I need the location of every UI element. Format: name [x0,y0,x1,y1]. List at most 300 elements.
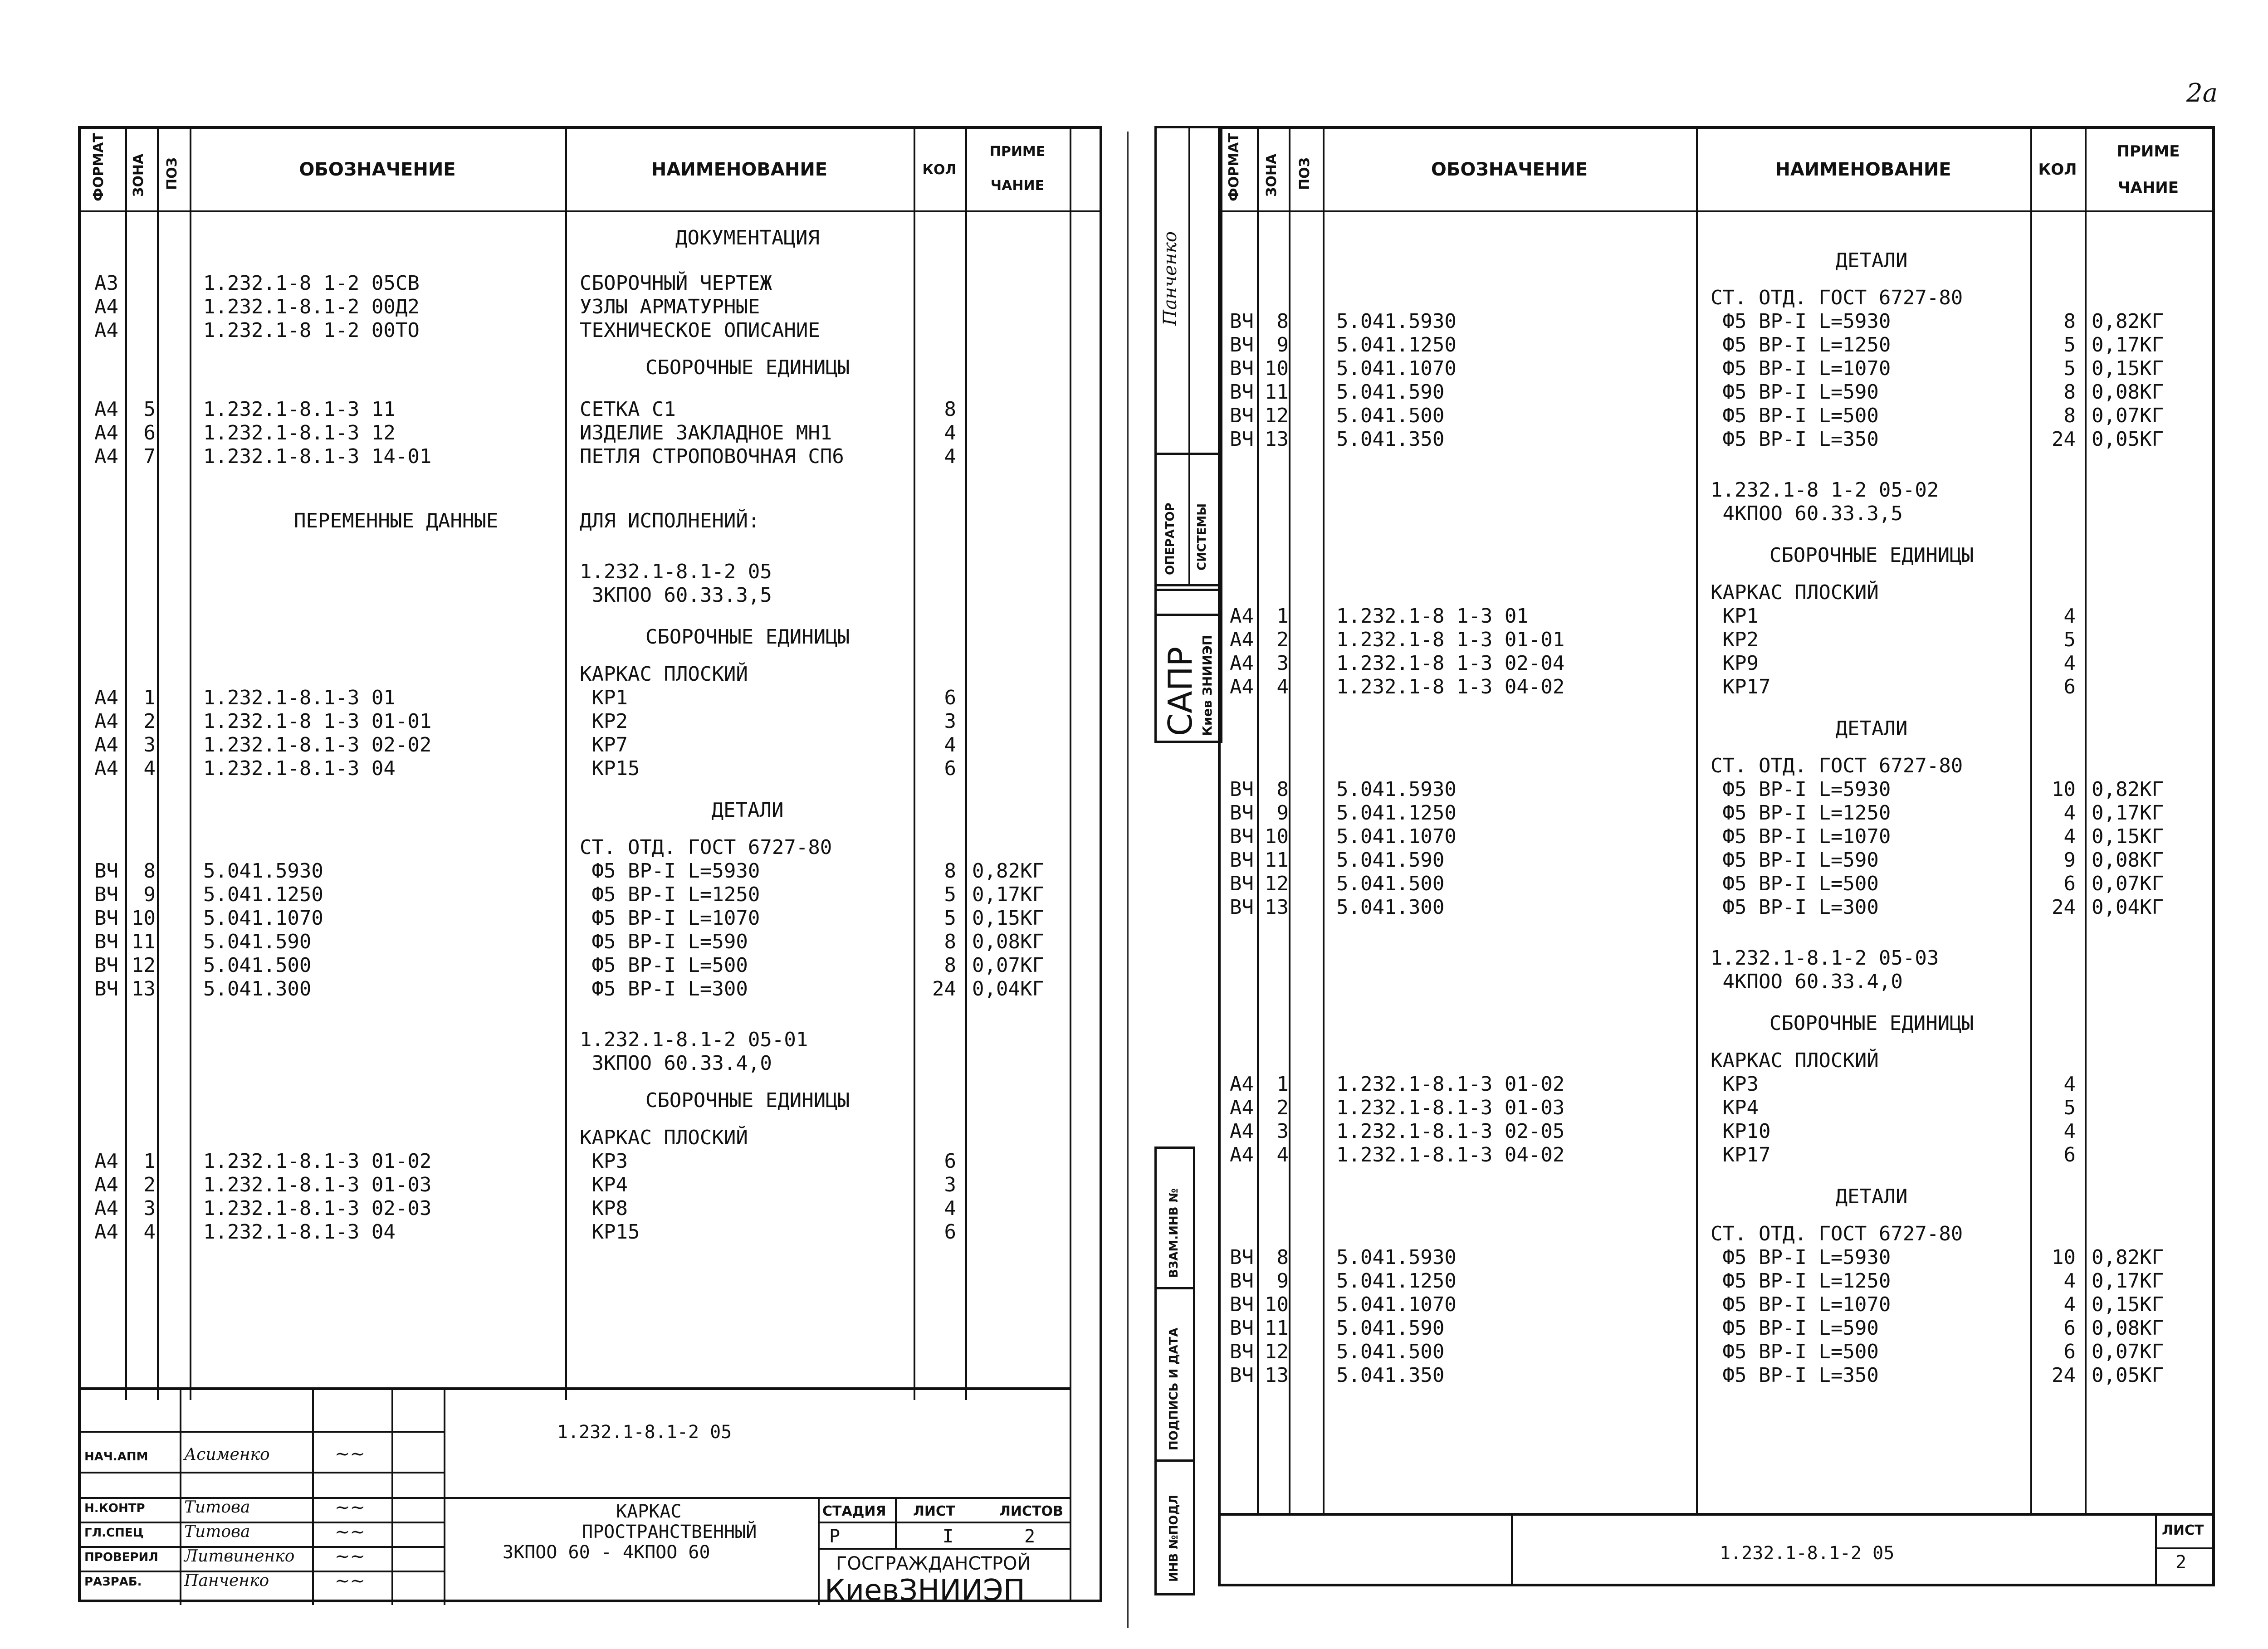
row-designation: 1.232.1-8.1-3 02-05 [1336,1120,1565,1143]
row-format: ВЧ [1230,404,1254,427]
row-qty: 6 [944,757,956,780]
spec-row [81,226,1100,250]
row-designation: ПЕРЕМЕННЫЕ ДАННЫЕ [294,509,499,532]
row-note: 0,82КГ [2092,310,2164,333]
row-name: ДЕТАЛИ [1835,249,1908,272]
spec-row [81,733,1100,757]
spec-row [81,295,1100,319]
row-name: Ф5 ВР-I L=590 [580,930,748,953]
row-designation: 5.041.590 [1336,1317,1445,1340]
row-name: 3КПОО 60.33.3,5 [580,584,772,607]
row-name: Ф5 ВР-I L=1070 [580,907,760,930]
right-doc-code: 1.232.1-8.1-2 05 [1720,1543,1895,1564]
spec-row [1221,946,2212,970]
spec-row [81,625,1100,649]
header-name: НАИМЕНОВАНИЕ [651,159,828,180]
signature-mark: ~~ [335,1522,366,1542]
operator-signature: Панченко [1160,231,1181,326]
row-pos: 3 [143,733,156,756]
spec-row [81,1173,1100,1197]
right-sheet-label: ЛИСТ [2162,1522,2204,1538]
spec-row [1221,1120,2212,1143]
row-qty: 4 [2063,652,2076,675]
row-designation: 1.232.1-8 1-2 05СВ [203,272,420,295]
row-designation: 5.041.1250 [203,883,323,906]
row-name: Ф5 ВР-I L=5930 [1711,1246,1891,1269]
header-designation: ОБОЗНАЧЕНИЕ [299,159,456,180]
row-pos: 8 [143,859,156,883]
row-designation: 1.232.1-8.1-2 00Д2 [203,295,420,318]
row-designation: 1.232.1-8.1-3 12 [203,421,396,444]
row-designation: 1.232.1-8 1-2 00ТО [203,319,420,342]
left-doc-code: 1.232.1-8.1-2 05 [557,1422,732,1443]
spec-row [1221,849,2212,872]
spec-row [81,1028,1100,1052]
row-pos: 12 [1265,1340,1289,1363]
row-name: Ф5 ВР-I L=1070 [1711,1293,1891,1316]
row-pos: 12 [1265,872,1289,895]
row-format: ВЧ [1230,896,1254,919]
row-name: 4КПОО 60.33.3,5 [1711,502,1903,525]
row-designation: 5.041.500 [1336,1340,1445,1363]
row-designation: 1.232.1-8.1-3 01-02 [203,1150,432,1173]
r-header-designation: ОБОЗНАЧЕНИЕ [1431,159,1588,180]
spec-row [1221,1246,2212,1269]
row-pos: 4 [1276,675,1289,698]
row-qty: 5 [2063,628,2076,651]
row-pos: 5 [143,398,156,421]
row-note: 0,07КГ [972,954,1044,977]
row-name: Ф5 ВР-I L=300 [1711,896,1879,919]
row-name: СБОРОЧНЫЙ ЧЕРТЕЖ [580,272,772,295]
row-format: ВЧ [1230,310,1254,333]
row-qty: 5 [944,907,956,930]
row-note: 0,05КГ [2092,428,2164,451]
signature-role: РАЗРАБ. [84,1575,142,1589]
row-qty: 3 [944,710,956,733]
row-qty: 6 [944,1220,956,1244]
row-pos: 1 [143,1150,156,1173]
row-designation: 1.232.1-8 1-3 01-01 [1336,628,1565,651]
row-format: А4 [1230,628,1254,651]
row-name: КР7 [580,733,628,756]
row-qty: 6 [944,1150,956,1173]
row-format: ВЧ [1230,357,1254,380]
row-pos: 1 [1276,1073,1289,1096]
spec-row [1221,1269,2212,1293]
row-designation: 1.232.1-8.1-3 01 [203,686,396,709]
signature-role: ГЛ.СПЕЦ [84,1526,144,1540]
row-name: КР15 [580,757,640,780]
row-pos: 11 [1265,381,1289,404]
signature-mark: ~~ [335,1571,366,1591]
r-header-note-1: ПРИМЕ [2116,142,2180,161]
signature-role: ПРОВЕРИЛ [84,1551,158,1564]
row-pos: 9 [1276,333,1289,356]
row-name: Ф5 ВР-I L=300 [580,977,748,1000]
row-pos: 8 [1276,778,1289,801]
spec-row [1221,381,2212,404]
row-name: СТ. ОТД. ГОСТ 6727-80 [1711,286,1963,309]
spec-row [1221,652,2212,675]
row-note: 0,17КГ [2092,1269,2164,1293]
spec-row [1221,872,2212,896]
row-designation: 1.232.1-8.1-3 04-02 [1336,1143,1565,1166]
header-pos: ПОЗ [164,157,180,190]
row-note: 0,07КГ [2092,872,2164,895]
row-name: СБОРОЧНЫЕ ЕДИНИЦЫ [645,356,850,379]
row-name: ПЕТЛЯ СТРОПОВОЧНАЯ СП6 [580,445,844,468]
row-name: КР1 [580,686,628,709]
right-specification-sheet [1218,126,2215,1586]
spec-row [81,907,1100,930]
spec-row [81,663,1100,686]
row-qty: 4 [944,421,956,444]
right-title-block [1221,1513,2212,1584]
spec-row [81,799,1100,822]
spec-row [81,1197,1100,1220]
row-name: КАРКАС ПЛОСКИЙ [1711,1049,1879,1072]
row-qty: 8 [944,859,956,883]
row-note: 0,82КГ [2092,778,2164,801]
row-pos: 9 [143,883,156,906]
row-format: А4 [94,1150,118,1173]
row-pos: 11 [132,930,156,953]
row-qty: 6 [944,686,956,709]
row-designation: 1.232.1-8 1-3 01 [1336,605,1529,628]
sapr-label: САПР [1161,646,1199,736]
spec-row [81,421,1100,445]
spec-row [81,977,1100,1001]
row-format: ВЧ [1230,849,1254,872]
row-format: ВЧ [94,977,118,1000]
row-name: Ф5 ВР-I L=500 [580,954,748,977]
row-format: А4 [94,445,118,468]
row-name: Ф5 ВР-I L=1250 [580,883,760,906]
row-name: КР17 [1711,1143,1771,1166]
sheet-label: ЛИСТ [913,1503,955,1519]
header-format: ФОРМАТ [91,133,107,201]
spec-row [81,883,1100,907]
row-qty: 10 [2052,1246,2076,1269]
row-format: ВЧ [1230,381,1254,404]
row-qty: 4 [2063,1293,2076,1316]
signature-name: Литвиненко [184,1547,295,1566]
row-qty: 24 [2052,1364,2076,1387]
row-format: ВЧ [1230,428,1254,451]
row-designation: 1.232.1-8.1-3 01-03 [1336,1096,1565,1119]
row-pos: 2 [143,710,156,733]
row-format: А4 [1230,1120,1254,1143]
signature-mark: ~~ [335,1546,366,1567]
row-name: КР4 [580,1173,628,1196]
r-header-qty: КОЛ [2038,161,2077,179]
row-qty: 6 [2063,1317,2076,1340]
row-pos: 4 [143,757,156,780]
row-name: Ф5 ВР-I L=1070 [1711,825,1891,848]
row-name: Ф5 ВР-I L=5930 [580,859,760,883]
row-pos: 3 [1276,652,1289,675]
row-qty: 3 [944,1173,956,1196]
row-format: А4 [1230,1143,1254,1166]
sheets-label: ЛИСТОВ [999,1503,1063,1519]
spec-row [81,954,1100,977]
row-name: КР8 [580,1197,628,1220]
spec-row [1221,1364,2212,1387]
row-name: КР2 [1711,628,1759,651]
row-pos: 3 [143,1197,156,1220]
spec-row [81,1089,1100,1112]
row-designation: 1.232.1-8.1-3 02-02 [203,733,432,756]
row-note: 0,17КГ [972,883,1044,906]
row-qty: 6 [2063,1340,2076,1363]
row-pos: 9 [1276,801,1289,824]
row-designation: 5.041.5930 [1336,778,1457,801]
row-name: Ф5 ВР-I L=1250 [1711,1269,1891,1293]
row-note: 0,05КГ [2092,1364,2164,1387]
row-format: А4 [94,421,118,444]
signature-role: НАЧ.АПМ [84,1450,148,1464]
row-pos: 2 [1276,1096,1289,1119]
signature-name: Титова [184,1522,250,1541]
spec-row [81,836,1100,859]
spec-row [1221,1185,2212,1209]
row-pos: 11 [1265,849,1289,872]
row-note: 0,15КГ [2092,825,2164,848]
row-qty: 24 [2052,896,2076,919]
spec-row [81,319,1100,342]
spec-row [1221,357,2212,381]
row-format: А4 [94,733,118,756]
row-designation: 5.041.5930 [1336,310,1457,333]
org-name-2: КиевЗНИИЭП [825,1574,1025,1607]
row-name: Ф5 ВР-I L=590 [1711,381,1879,404]
spec-row [1221,478,2212,502]
spec-row [1221,581,2212,605]
row-format: ВЧ [1230,825,1254,848]
row-format: А3 [94,272,118,295]
sheet-value: I [943,1526,954,1547]
row-note: 0,17КГ [2092,333,2164,356]
row-qty: 5 [2063,1096,2076,1119]
row-format: А4 [94,319,118,342]
sheet-divider [1127,132,1129,1628]
spec-row [81,686,1100,710]
row-name: КР2 [580,710,628,733]
row-format: А4 [1230,675,1254,698]
row-format: А4 [94,710,118,733]
spec-row [81,584,1100,607]
row-designation: 1.232.1-8.1-3 02-03 [203,1197,432,1220]
row-note: 0,15КГ [972,907,1044,930]
header-note-1: ПРИМЕ [989,143,1046,160]
row-format: ВЧ [1230,1317,1254,1340]
row-name: СБОРОЧНЫЕ ЕДИНИЦЫ [1769,544,1974,567]
spec-row [81,1220,1100,1244]
row-name: КР17 [1711,675,1771,698]
row-pos: 4 [1276,1143,1289,1166]
row-note: 0,04КГ [972,977,1044,1000]
row-designation: 1.232.1-8 1-3 01-01 [203,710,432,733]
row-designation: 5.041.5930 [203,859,323,883]
row-name: 1.232.1-8.1-2 05 [580,560,772,583]
row-designation: 5.041.1250 [1336,801,1457,824]
row-name: Ф5 ВР-I L=5930 [1711,778,1891,801]
row-format: А4 [1230,605,1254,628]
row-name: ИЗДЕЛИЕ ЗАКЛАДНОЕ МН1 [580,421,832,444]
row-name: 1.232.1-8 1-2 05-02 [1711,478,1939,502]
row-designation: 5.041.1070 [1336,825,1457,848]
vzam-inv-label: ВЗАМ.ИНВ № [1167,1188,1181,1278]
row-name: Ф5 ВР-I L=5930 [1711,310,1891,333]
row-name: ДЕТАЛИ [1835,1185,1908,1208]
row-pos: 1 [143,686,156,709]
spec-row [1221,544,2212,567]
r-header-format: ФОРМАТ [1226,133,1242,201]
spec-row [1221,717,2212,741]
row-qty: 6 [2063,872,2076,895]
row-name: СТ. ОТД. ГОСТ 6727-80 [580,836,832,859]
spec-row [81,930,1100,954]
systems-label: СИСТЕМЫ [1195,503,1209,571]
row-designation: 5.041.500 [1336,872,1445,895]
row-qty: 4 [2063,605,2076,628]
row-pos: 10 [1265,357,1289,380]
spec-row [1221,1096,2212,1120]
row-pos: 13 [1265,896,1289,919]
row-pos: 11 [1265,1317,1289,1340]
row-qty: 5 [944,883,956,906]
row-designation: 5.041.590 [1336,381,1445,404]
row-name: СБОРОЧНЫЕ ЕДИНИЦЫ [1769,1012,1974,1035]
sheets-value: 2 [1024,1526,1036,1547]
r-header-pos: ПОЗ [1297,157,1313,190]
row-format: ВЧ [1230,1340,1254,1363]
row-qty: 4 [944,1197,956,1220]
row-qty: 5 [2063,333,2076,356]
row-designation: 5.041.1070 [1336,357,1457,380]
row-name: ТЕХНИЧЕСКОЕ ОПИСАНИЕ [580,319,820,342]
row-name: СБОРОЧНЫЕ ЕДИНИЦЫ [645,625,850,649]
spec-row [1221,1293,2212,1317]
spec-row [1221,1317,2212,1340]
row-qty: 10 [2052,778,2076,801]
row-format: А4 [94,757,118,780]
spec-row [1221,628,2212,652]
spec-row [81,445,1100,468]
row-designation: 5.041.1070 [203,907,323,930]
signature-mark: ~~ [335,1444,366,1464]
row-name: КАРКАС ПЛОСКИЙ [580,1126,748,1149]
row-name: Ф5 ВР-I L=590 [1711,1317,1879,1340]
row-qty: 5 [2063,357,2076,380]
row-format: ВЧ [1230,1246,1254,1269]
row-designation: 1.232.1-8.1-3 04 [203,1220,396,1244]
row-name: ДОКУМЕНТАЦИЯ [675,226,820,249]
row-qty: 8 [2063,310,2076,333]
row-name: Ф5 ВР-I L=350 [1711,1364,1879,1387]
spec-row [1221,404,2212,428]
row-qty: 4 [2063,1120,2076,1143]
spec-row [1221,310,2212,333]
row-name: Ф5 ВР-I L=350 [1711,428,1879,451]
row-pos: 12 [132,954,156,977]
row-pos: 2 [143,1173,156,1196]
row-note: 0,82КГ [2092,1246,2164,1269]
row-name: КАРКАС ПЛОСКИЙ [1711,581,1879,604]
signature-name: Панченко [184,1571,269,1590]
spec-row [1221,1222,2212,1246]
row-format: А4 [94,1173,118,1196]
row-qty: 24 [2052,428,2076,451]
signature-role: Н.КОНТР [84,1502,145,1515]
spec-row [1221,896,2212,919]
row-qty: 8 [944,930,956,953]
row-format: А4 [1230,1096,1254,1119]
row-pos: 6 [143,421,156,444]
row-qty: 8 [944,954,956,977]
row-pos: 10 [132,907,156,930]
row-format: ВЧ [94,907,118,930]
kiev-label: Киев ЗНИИЭП [1200,634,1215,736]
spec-row [1221,286,2212,310]
row-pos: 3 [1276,1120,1289,1143]
row-name: Ф5 ВР-I L=500 [1711,1340,1879,1363]
spec-row [1221,428,2212,451]
right-sheet-value: 2 [2175,1552,2187,1573]
spec-row [1221,754,2212,778]
row-designation: 5.041.5930 [1336,1246,1457,1269]
row-name: СТ. ОТД. ГОСТ 6727-80 [1711,1222,1963,1245]
row-name: Ф5 ВР-I L=1250 [1711,333,1891,356]
row-qty: 4 [2063,1073,2076,1096]
row-name: КР3 [580,1150,628,1173]
row-name: Ф5 ВР-I L=1250 [1711,801,1891,824]
row-note: 0,07КГ [2092,1340,2164,1363]
spec-row [81,356,1100,380]
row-pos: 13 [132,977,156,1000]
row-qty: 4 [2063,825,2076,848]
row-designation: 1.232.1-8.1-3 11 [203,398,396,421]
r-header-zone: ЗОНА [1264,153,1280,197]
row-format: А4 [94,1197,118,1220]
row-designation: 5.041.1070 [1336,1293,1457,1316]
row-qty: 6 [2063,1143,2076,1166]
row-name: КР15 [580,1220,640,1244]
row-note: 0,04КГ [2092,896,2164,919]
org-name-1: ГОСГРАЖДАНСТРОЙ [836,1553,1031,1574]
row-designation: 1.232.1-8.1-3 14-01 [203,445,432,468]
row-format: ВЧ [94,954,118,977]
row-pos: 4 [143,1220,156,1244]
row-pos: 7 [143,445,156,468]
spec-row [81,710,1100,733]
spec-row [1221,801,2212,825]
row-note: 0,07КГ [2092,404,2164,427]
row-qty: 8 [2063,381,2076,404]
row-format: ВЧ [94,930,118,953]
row-designation: 5.041.300 [1336,896,1445,919]
header-qty: КОЛ [922,161,957,178]
row-qty: 8 [944,398,956,421]
row-designation: 1.232.1-8.1-3 04 [203,757,396,780]
spec-row [1221,502,2212,526]
row-note: 0,15КГ [2092,357,2164,380]
row-name: 1.232.1-8.1-2 05-03 [1711,946,1939,970]
row-qty: 4 [944,733,956,756]
row-pos: 13 [1265,1364,1289,1387]
row-name: Ф5 ВР-I L=1070 [1711,357,1891,380]
